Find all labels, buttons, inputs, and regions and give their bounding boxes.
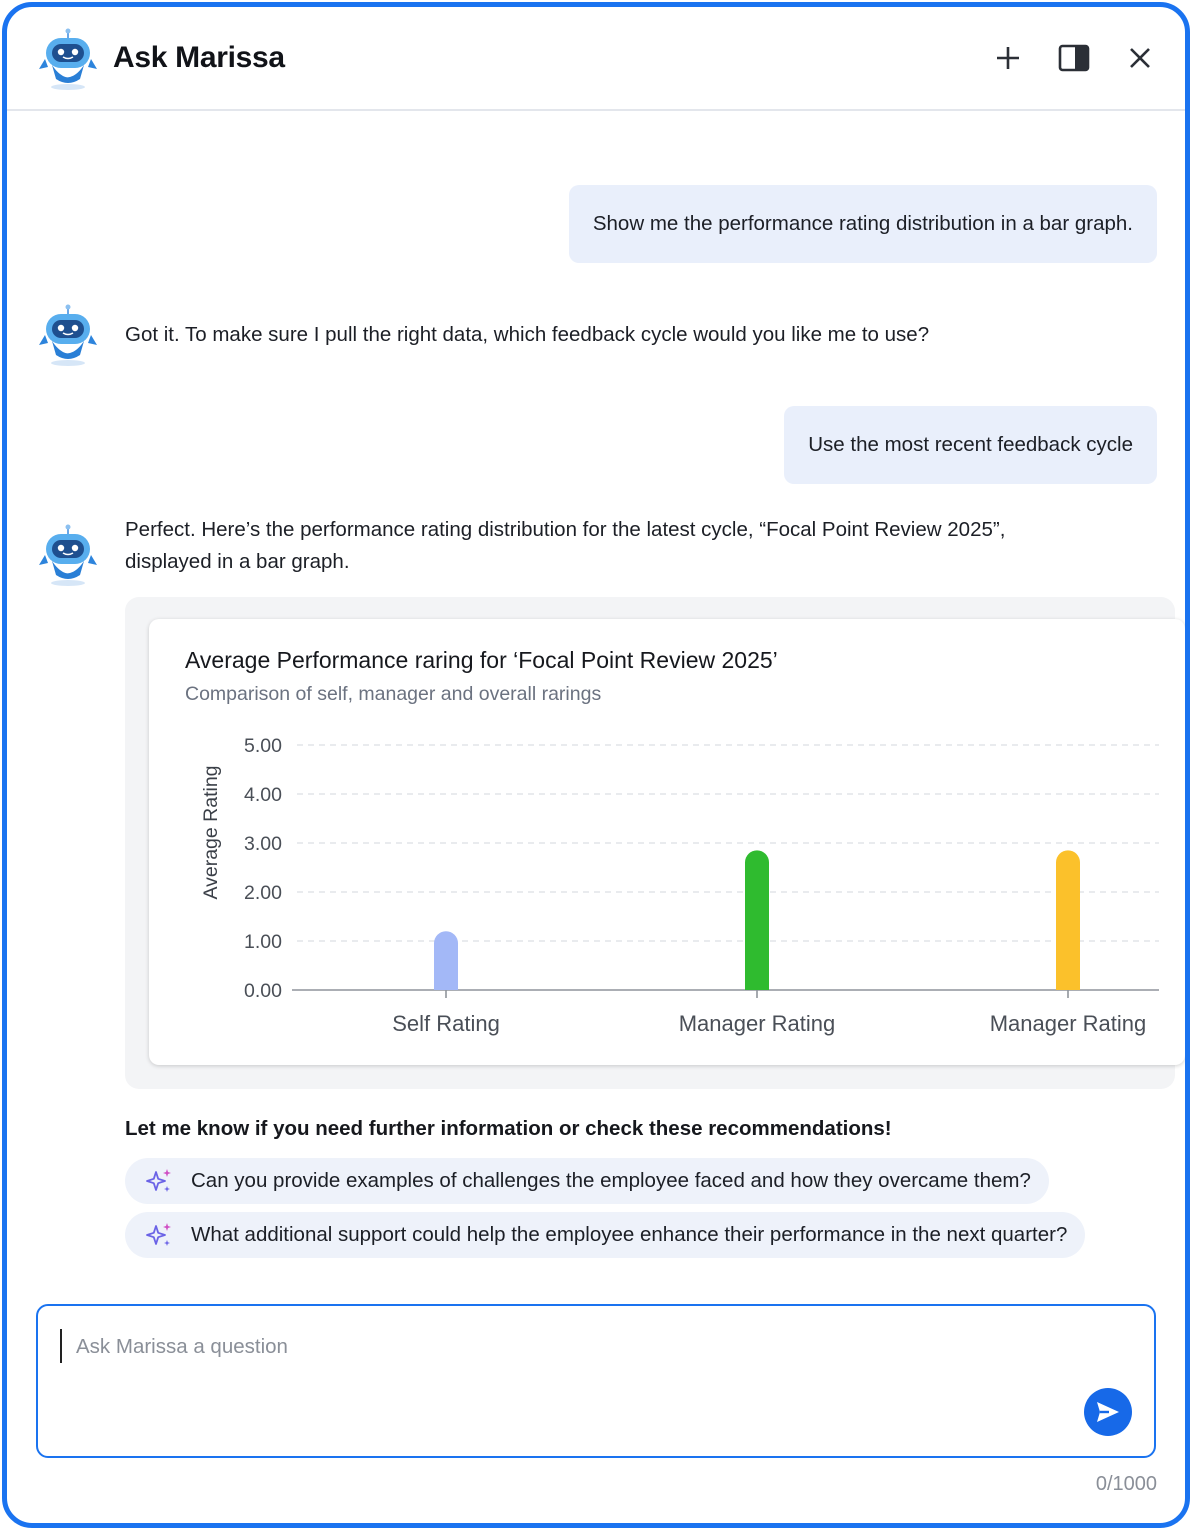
bot-message: Got it. To make sure I pull the right data, which feedback cycle would you like me to use? <box>125 323 930 346</box>
y-tick-label: 3.00 <box>244 833 282 855</box>
bot-message-line: displayed in a bar graph. <box>125 550 350 573</box>
send-button[interactable] <box>1084 1388 1132 1436</box>
chart-title: Average Performance raring for ‘Focal Point Review 2025’ <box>185 647 778 673</box>
bot-avatar-icon <box>35 303 101 369</box>
close-icon <box>1122 40 1158 76</box>
recommendation-text: Can you provide examples of challenges the employee faced and how they overcame them? <box>191 1169 1031 1192</box>
send-icon <box>1094 1398 1122 1426</box>
recommendation-text: What additional support could help the employee enhance their performance in the next quarter? <box>191 1223 1068 1246</box>
recommendations-heading: Let me know if you need further information or check these recommendations! <box>125 1117 892 1140</box>
y-tick-label: 4.00 <box>244 784 282 806</box>
x-tick-label: Manager Rating <box>989 1011 1147 1036</box>
close-button[interactable] <box>1122 40 1158 76</box>
user-message: Show me the performance rating distribution in a bar graph. <box>569 185 1157 263</box>
y-tick-label: 2.00 <box>244 882 282 904</box>
bot-avatar-icon <box>35 523 101 589</box>
bar <box>1056 850 1080 990</box>
bar-base <box>745 978 769 990</box>
chat-window <box>2 2 1190 1528</box>
bar-base <box>1056 978 1080 990</box>
sparkle-icon <box>145 1221 173 1249</box>
new-chat-button[interactable] <box>990 40 1026 76</box>
bar <box>745 850 769 990</box>
chart-subtitle: Comparison of self, manager and overall rarings <box>185 683 602 705</box>
user-message: Use the most recent feedback cycle <box>784 406 1157 484</box>
chart-card <box>149 619 1185 1065</box>
message-composer[interactable] <box>36 1304 1156 1458</box>
side-panel-icon <box>1056 40 1092 76</box>
x-tick-label: Manager Rating <box>678 1011 836 1036</box>
y-tick-label: 0.00 <box>244 980 282 1002</box>
text-caret <box>60 1329 62 1363</box>
sparkle-icon <box>145 1167 173 1195</box>
y-tick-label: 1.00 <box>244 931 282 953</box>
bar-base <box>434 978 458 990</box>
chat-header <box>7 7 1185 111</box>
side-panel-button[interactable] <box>1056 40 1092 76</box>
character-counter: 0/1000 <box>1095 1473 1157 1495</box>
y-tick-label: 5.00 <box>244 735 282 757</box>
plus-icon <box>990 40 1026 76</box>
bot-message <box>125 514 1005 578</box>
app-title: Ask Marissa <box>113 41 285 74</box>
x-tick-label: Self Rating <box>392 1011 500 1036</box>
bar-chart <box>149 619 1185 1065</box>
recommendation-chip[interactable] <box>125 1212 1085 1258</box>
y-axis-label: Average Rating <box>200 765 222 900</box>
bot-message-line: Perfect. Here’s the performance rating distribution for the latest cycle, “Focal Point Review 2025”, <box>125 518 1006 541</box>
recommendation-chip[interactable] <box>125 1158 1049 1204</box>
bot-logo-icon <box>35 27 101 93</box>
question-input[interactable] <box>74 1326 1078 1368</box>
